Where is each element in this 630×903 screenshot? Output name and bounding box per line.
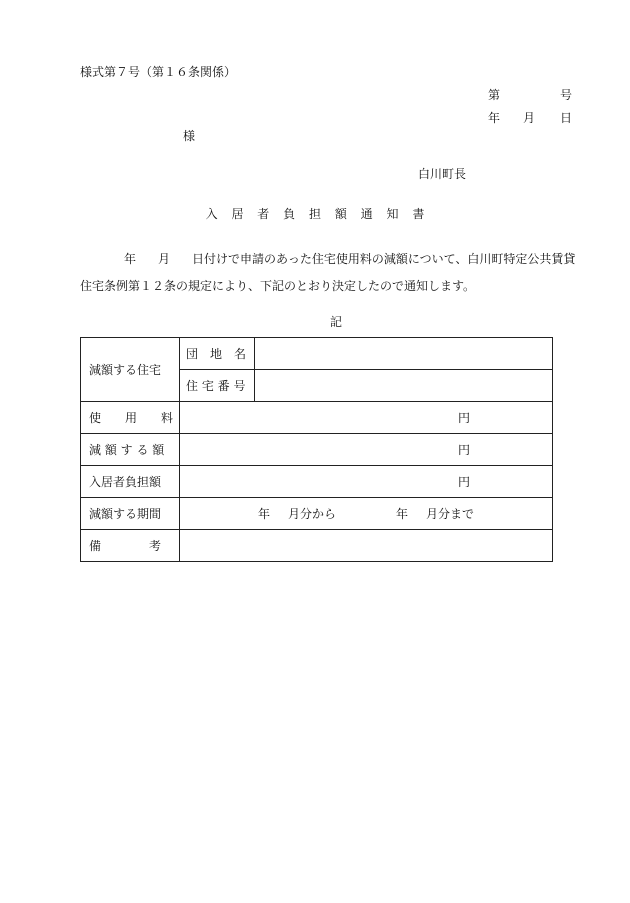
title-char: 額 [334, 207, 347, 221]
house-number-label: 住 宅 番 号 [180, 370, 255, 402]
title-char: 知 [386, 207, 399, 221]
document-title [0, 208, 630, 220]
estate-name-value [255, 338, 553, 370]
tenant-burden-label: 入居者負担額 [81, 466, 180, 498]
title-char: 居 [231, 207, 244, 221]
period-from-month: 月分から [287, 507, 336, 521]
title-char: 者 [257, 207, 270, 221]
house-number-value [255, 370, 553, 402]
title-char: 負 [283, 207, 296, 221]
usage-fee-value: 円 [180, 402, 553, 434]
period-from-year: 年 [257, 507, 270, 521]
table-row [81, 498, 553, 530]
date-day: 日 [560, 111, 573, 125]
date-month: 月 [523, 111, 536, 125]
ki-heading: 記 [330, 315, 343, 329]
period-label: 減額する期間 [81, 498, 180, 530]
document-number-suffix: 号 [560, 88, 573, 102]
title-char: 担 [308, 207, 321, 221]
body-year: 年 [124, 252, 137, 266]
form-number: 様式第７号（第１６条関係） [80, 65, 237, 79]
table-row [81, 530, 553, 562]
reduction-amount-value: 円 [180, 434, 553, 466]
body-line: 日付けで申請のあった住宅使用料の減額について、白川町特定公共賃貸住宅条例第１２条の規定により、下記のとおり決定したので通知します。 [80, 252, 576, 293]
period-value [180, 498, 553, 530]
table-row [81, 402, 553, 434]
reduced-housing-label: 減額する住宅 [81, 338, 180, 402]
usage-fee-label: 使 用 料 [81, 402, 180, 434]
table-row [81, 338, 553, 370]
reduction-amount-label: 減 額 す る 額 [81, 434, 180, 466]
title-char: 書 [412, 207, 425, 221]
period-to-month: 月分まで [426, 507, 475, 521]
remarks-label: 備 考 [81, 530, 180, 562]
title-char: 入 [205, 207, 218, 221]
estate-name-label: 団 地 名 [180, 338, 255, 370]
issuer: 白川町長 [418, 167, 467, 181]
table-row [81, 466, 553, 498]
details-table [80, 337, 553, 562]
body-month: 月 [158, 252, 171, 266]
title-char: 通 [360, 207, 373, 221]
remarks-value [180, 530, 553, 562]
period-to-year: 年 [396, 507, 409, 521]
tenant-burden-value: 円 [180, 466, 553, 498]
document-number-prefix: 第 [488, 88, 501, 102]
body-text [80, 246, 580, 300]
addressee-honorific: 様 [183, 129, 196, 143]
table-row [81, 434, 553, 466]
date-year: 年 [488, 111, 501, 125]
